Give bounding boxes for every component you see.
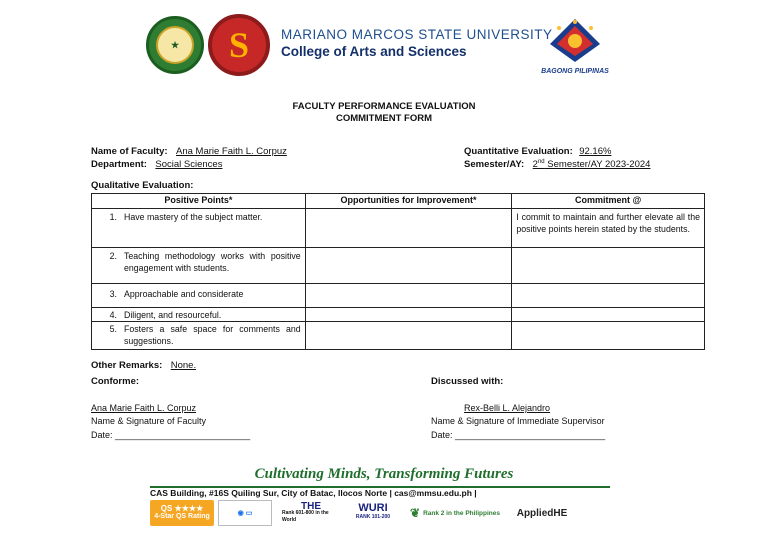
remarks-row — [91, 355, 196, 373]
header-commitment: Commitment @ — [512, 194, 705, 209]
table-header-row — [92, 194, 705, 209]
commitment-cell — [512, 308, 705, 322]
form-title: FACULTY PERFORMANCE EVALUATION — [292, 101, 476, 112]
positive-point-cell: 5. Fosters a safe space for comments and suggestions. — [92, 322, 306, 350]
quantitative-value: 92.16% — [579, 146, 612, 157]
remarks-value: None. — [170, 360, 197, 371]
positive-point-cell: 4. Diligent, and resourceful. — [92, 308, 306, 322]
discussed-caption: Name & Signature of Immediate Supervisor — [431, 416, 605, 426]
header-positive-points: Positive Points* — [92, 194, 306, 209]
certification-icon: ◉ ▭ — [237, 510, 253, 517]
department-value: Social Sciences — [155, 159, 223, 170]
remarks-label: Other Remarks: — [91, 360, 163, 371]
semester-value: 2nd Semester/AY 2023-2024 — [532, 158, 651, 170]
wuri-badge: WURI RANK 101-200 — [355, 502, 391, 520]
qualitative-table — [91, 193, 705, 350]
discussed-label: Discussed with: — [431, 376, 504, 387]
form-subtitle: COMMITMENT FORM — [335, 113, 433, 124]
improvement-cell — [305, 322, 512, 350]
qs-rating-badge: QS ★★★★ 4-Star QS Rating — [150, 500, 214, 526]
college-name: College of Arts and Sciences — [281, 44, 467, 59]
table-row — [92, 322, 705, 350]
positive-point-cell: 2. Teaching methodology works with positive engagement with students. — [92, 248, 306, 284]
improvement-cell — [305, 284, 512, 308]
positive-point-cell: 3. Approachable and considerate — [92, 284, 306, 308]
conforme-label: Conforme: — [91, 376, 140, 387]
improvement-cell — [305, 308, 512, 322]
faculty-name-label: Name of Faculty: — [91, 146, 168, 157]
cas-logo — [208, 14, 270, 76]
footer-slogan: Cultivating Minds, Transforming Futures — [254, 466, 514, 482]
bagong-pilipinas-label: BAGONG PILIPINAS — [541, 68, 609, 75]
conforme-name: Ana Marie Faith L. Corpuz — [91, 403, 197, 413]
certification-badge — [218, 500, 272, 526]
bagong-pilipinas-logo — [545, 14, 605, 64]
the-ranking-badge: THE Rank 601-800 in the World — [282, 500, 329, 523]
seal-emblem-icon: ★ — [156, 26, 194, 64]
leaf-icon: ❦ — [410, 506, 421, 520]
commitment-cell: I commit to maintain and further elevate all the positive points herein stated by the students. — [512, 209, 705, 248]
qualitative-label: Qualitative Evaluation: — [91, 180, 194, 191]
improvement-cell — [305, 209, 512, 248]
cas-s-icon: S — [228, 25, 250, 65]
table-row — [92, 284, 705, 308]
faculty-name-value: Ana Marie Faith L. Corpuz — [176, 146, 287, 157]
table-row — [92, 209, 705, 248]
improvement-cell — [305, 248, 512, 284]
semester-row — [464, 154, 650, 172]
department-label: Department: — [91, 159, 147, 170]
discussed-name: Rex-Belli L. Alejandro — [464, 403, 551, 413]
commitment-cell — [512, 284, 705, 308]
department-row — [91, 154, 222, 172]
table-row — [92, 248, 705, 284]
header-opportunities: Opportunities for Improvement* — [305, 194, 512, 209]
university-name: MARIANO MARCOS STATE UNIVERSITY — [281, 27, 553, 42]
greenmetric-badge: ❦ Rank 2 in the Philippines — [410, 506, 500, 520]
discussed-date: Date: ______________________________ — [431, 430, 606, 440]
quantitative-label: Quantitative Evaluation: — [464, 146, 573, 157]
semester-label: Semester/AY: — [464, 159, 525, 170]
commitment-cell — [512, 248, 705, 284]
conforme-date: Date: ___________________________ — [91, 430, 251, 440]
positive-point-cell: 1. Have mastery of the subject matter. — [92, 209, 306, 248]
appliedhe-badge: AppliedHE — [516, 507, 568, 519]
table-row — [92, 308, 705, 322]
conforme-caption: Name & Signature of Faculty — [91, 416, 207, 426]
mmsu-seal — [146, 16, 204, 74]
commitment-cell — [512, 322, 705, 350]
footer-address: CAS Building, #16S Quiling Sur, City of Batac, Ilocos Norte | cas@mmsu.edu.ph | — [150, 488, 477, 498]
